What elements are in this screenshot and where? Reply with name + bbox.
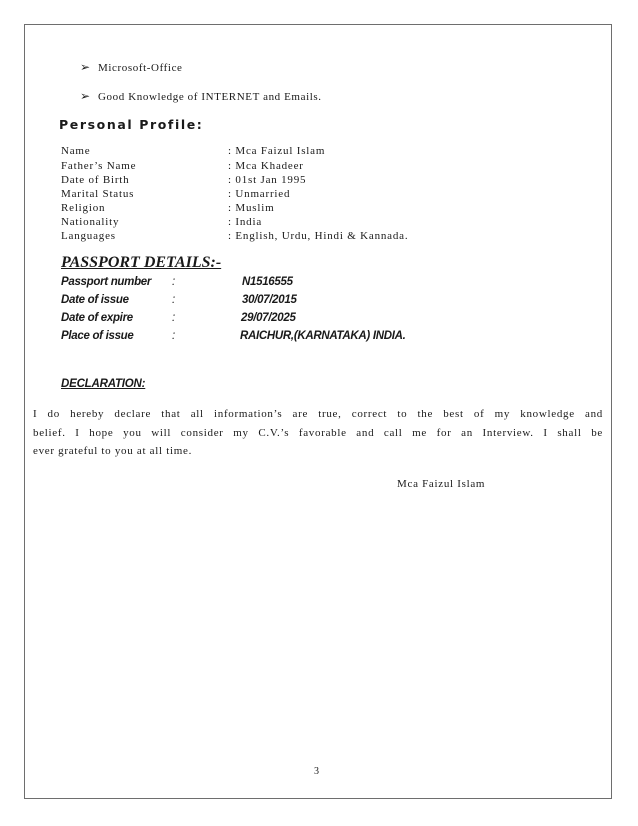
- profile-value: : 01st Jan 1995: [228, 174, 307, 186]
- profile-value: : Mca Khadeer: [228, 160, 304, 172]
- profile-value: : English, Urdu, Hindi & Kannada.: [228, 230, 409, 242]
- arrow-bullet-icon: ➢: [80, 60, 91, 74]
- passport-label: Place of issue: [61, 330, 134, 342]
- passport-label: Passport number: [61, 276, 152, 288]
- profile-value: : Muslim: [228, 202, 275, 214]
- passport-row: [61, 312, 296, 324]
- profile-label: Religion: [61, 202, 106, 214]
- profile-row: [61, 145, 326, 157]
- page-number: 3: [314, 766, 319, 777]
- skill-item: [80, 60, 183, 75]
- skill-label: Microsoft-Office: [98, 62, 183, 74]
- skill-label: Good Knowledge of INTERNET and Emails.: [98, 91, 322, 103]
- profile-label: Marital Status: [61, 188, 135, 200]
- profile-value: : Mca Faizul Islam: [228, 145, 326, 157]
- declaration-line: ever grateful to you at all time.: [33, 445, 193, 457]
- passport-value: N1516555: [242, 276, 293, 288]
- profile-label: Date of Birth: [61, 174, 130, 186]
- declaration-line: I do hereby declare that all information’s are true, correct to the best of my knowledge and: [33, 408, 603, 420]
- passport-row: [61, 294, 297, 306]
- passport-label: Date of expire: [61, 312, 133, 324]
- personal-profile-heading: Personal Profile:: [59, 117, 204, 132]
- profile-row: [61, 216, 263, 228]
- skill-item: [80, 89, 322, 104]
- declaration-heading: DECLARATION:: [61, 378, 146, 390]
- signature-name: Mca Faizul Islam: [397, 478, 486, 490]
- profile-row: [61, 174, 307, 186]
- profile-value: : Unmarried: [228, 188, 291, 200]
- passport-colon: :: [172, 294, 175, 306]
- passport-row: [61, 330, 406, 342]
- passport-colon: :: [172, 330, 175, 342]
- passport-colon: :: [172, 276, 175, 288]
- profile-value: : India: [228, 216, 263, 228]
- declaration-line: belief. I hope you will consider my C.V.’s favorable and call me for an Interview. I shall be: [33, 427, 603, 439]
- passport-value: RAICHUR,(KARNATAKA) INDIA.: [240, 330, 406, 342]
- profile-label: Nationality: [61, 216, 120, 228]
- profile-label: Name: [61, 145, 91, 157]
- profile-row: [61, 202, 275, 214]
- profile-row: [61, 230, 409, 242]
- profile-row: [61, 188, 291, 200]
- profile-label: Father’s Name: [61, 160, 137, 172]
- passport-value: 29/07/2025: [241, 312, 296, 324]
- passport-label: Date of issue: [61, 294, 129, 306]
- passport-colon: :: [172, 312, 175, 324]
- profile-label: Languages: [61, 230, 116, 242]
- arrow-bullet-icon: ➢: [80, 89, 91, 103]
- passport-value: 30/07/2015: [242, 294, 297, 306]
- profile-row: [61, 160, 304, 172]
- passport-row: [61, 276, 293, 288]
- passport-details-heading: PASSPORT DETAILS:-: [61, 254, 222, 271]
